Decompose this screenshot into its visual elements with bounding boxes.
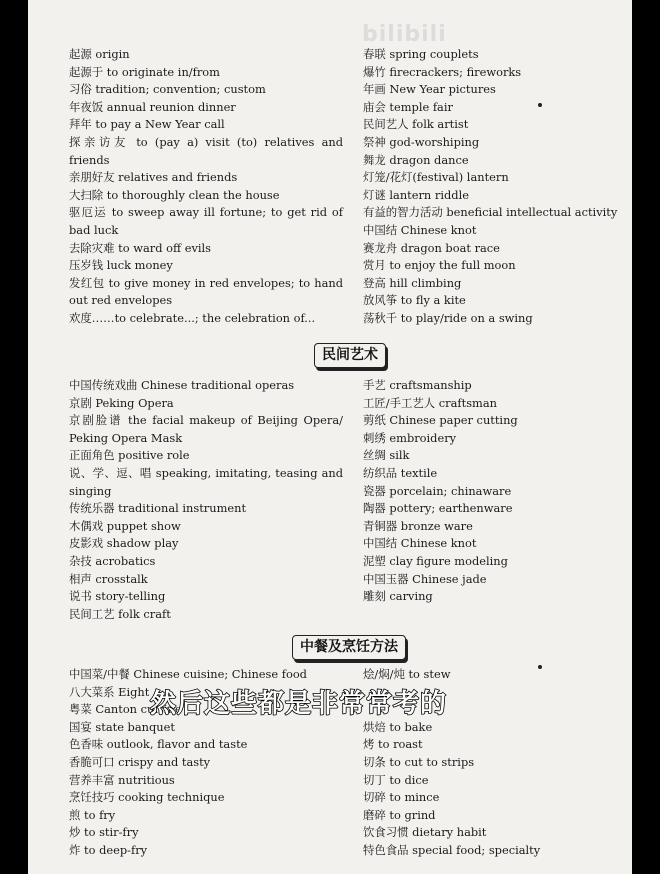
vocab-entry: friends bbox=[69, 152, 110, 167]
vocab-entry: 正面角色 positive role bbox=[69, 448, 190, 463]
vocab-entry: 切丁 to dice bbox=[363, 772, 429, 787]
vocab-entry: 青铜器 bronze ware bbox=[363, 518, 473, 533]
vocab-entry: 驱厄运 to sweep away ill fortune; to get rid of bbox=[69, 205, 343, 220]
vocab-entry: 中国传统戏曲 Chinese traditional operas bbox=[69, 378, 295, 392]
vocab-entry: 烤 to roast bbox=[363, 737, 423, 752]
vocab-entry: 放风筝 to fly a kite bbox=[363, 293, 466, 308]
vocab-entry: 荡秋千 to play/ride on a swing bbox=[363, 310, 533, 325]
vocab-entry: 粤菜 Canton cuisine bbox=[69, 702, 182, 717]
ink-speck bbox=[538, 103, 542, 107]
vocab-entry: 习俗 tradition; convention; custom bbox=[69, 82, 266, 97]
vocab-entry: 庙会 temple fair bbox=[363, 99, 453, 114]
vocab-entry: 香脆可口 crispy and tasty bbox=[69, 754, 211, 769]
vocab-entry: 祭神 god-worshiping bbox=[363, 134, 480, 149]
vocab-entry: 皮影戏 shadow play bbox=[69, 536, 179, 551]
vocab-entry: 煎 to fry bbox=[69, 807, 116, 822]
vocab-entry: 瓷器 porcelain; chinaware bbox=[363, 483, 512, 498]
vocab-entry: 刺绣 embroidery bbox=[363, 430, 457, 445]
vocab-entry: 赏月 to enjoy the full moon bbox=[363, 258, 516, 273]
vocab-entry: bad luck bbox=[69, 222, 119, 237]
vocab-entry: 欢度……to celebrate...; the celebration of... bbox=[69, 310, 316, 325]
vocab-entry: 手艺 craftsmanship bbox=[363, 378, 472, 392]
vocab-entry: 民间工艺 folk craft bbox=[69, 606, 171, 621]
vocab-entry: 登高 hill climbing bbox=[363, 275, 462, 290]
watermark: bilibili bbox=[362, 22, 447, 47]
folk-art-vocab-left bbox=[69, 377, 343, 623]
vocab-entry: 压岁钱 luck money bbox=[69, 258, 173, 273]
vocab-entry: 木偶戏 puppet show bbox=[69, 518, 181, 533]
vocab-entry: 说、学、逗、唱 speaking, imitating, teasing and bbox=[69, 465, 343, 480]
folk-art-vocab-right bbox=[363, 377, 613, 606]
vocab-entry: 国宴 state banquet bbox=[69, 719, 175, 734]
vocab-entry: 切碎 to mince bbox=[363, 790, 440, 805]
vocab-entry: 色香味 outlook, flavor and taste bbox=[69, 737, 248, 752]
vocab-entry: 发红包 to give money in red envelopes; to hand bbox=[69, 275, 343, 290]
vocab-entry: Peking Opera Mask bbox=[69, 430, 183, 445]
vocab-entry: 灯笼/花灯(festival) lantern bbox=[363, 170, 509, 185]
vocab-entry: 陶器 pottery; earthenware bbox=[363, 501, 513, 516]
vocab-entry: 相声 crosstalk bbox=[69, 571, 148, 586]
ink-speck bbox=[538, 665, 542, 669]
vocab-entry: 舞龙 dragon dance bbox=[363, 152, 469, 167]
vocab-entry: 中国玉器 Chinese jade bbox=[363, 571, 487, 586]
vocab-entry: 烩/焖/炖 to stew bbox=[363, 667, 451, 681]
vocab-entry: 春联 spring couplets bbox=[363, 47, 479, 61]
vocab-entry: 工匠/手工艺人 craftsman bbox=[363, 395, 497, 410]
vocab-entry: 炒 to stir-fry bbox=[69, 825, 139, 840]
vocab-entry: 年画 New Year pictures bbox=[363, 82, 496, 97]
vocab-entry: 磨碎 to grind bbox=[363, 807, 436, 822]
vocab-entry: 京剧脸谱 the facial makeup of Beijing Opera/ bbox=[69, 413, 343, 428]
vocab-entry: 探亲访友 to (pay a) visit (to) relatives and bbox=[69, 134, 343, 149]
vocab-entry: 拜年 to pay a New Year call bbox=[69, 117, 225, 132]
vocab-entry: 剪纸 Chinese paper cutting bbox=[363, 413, 518, 428]
vocab-entry: 有益的智力活动 beneficial intellectual activity bbox=[363, 205, 618, 220]
vocab-entry: 杂技 acrobatics bbox=[69, 553, 156, 568]
vocab-entry: 起源 origin bbox=[69, 47, 130, 61]
vocab-entry: 中国结 Chinese knot bbox=[363, 536, 477, 551]
vocab-entry: 饮食习惯 dietary habit bbox=[363, 825, 487, 840]
vocab-entry: 民间艺人 folk artist bbox=[363, 117, 469, 132]
vocab-entry: 亲朋好友 relatives and friends bbox=[69, 170, 238, 185]
vocab-entry: 烹饪技巧 cooking technique bbox=[69, 790, 225, 805]
vocab-entry: 中国菜/中餐 Chinese cuisine; Chinese food bbox=[69, 667, 307, 681]
vocab-entry: 泥塑 clay figure modeling bbox=[363, 553, 508, 568]
vocab-entry: 烘焙 to bake bbox=[363, 719, 433, 734]
vocab-entry: 纺织品 textile bbox=[363, 465, 438, 480]
vocab-entry: 年夜饭 annual reunion dinner bbox=[69, 99, 236, 114]
festival-vocab-left bbox=[69, 46, 343, 328]
vocab-entry: 切条 to cut to strips bbox=[363, 754, 475, 769]
vocab-entry: 说书 story-telling bbox=[69, 589, 166, 604]
vocab-entry: 赛龙舟 dragon boat race bbox=[363, 240, 500, 255]
vocab-entry: 京剧 Peking Opera bbox=[69, 395, 174, 410]
vocab-entry: 特色食品 special food; specialty bbox=[363, 842, 541, 857]
vocab-entry: 爆竹 firecrackers; fireworks bbox=[363, 64, 522, 79]
vocab-entry: 炸 to deep-fry bbox=[69, 842, 148, 857]
vocab-entry: 传统乐器 traditional instrument bbox=[69, 501, 247, 516]
vocab-entry: 灯谜 lantern riddle bbox=[363, 187, 469, 202]
vocab-entry: 中国结 Chinese knot bbox=[363, 222, 477, 237]
vocab-entry: 八大菜系 Eight bbox=[69, 684, 150, 699]
folk-art-heading: 民间艺术 bbox=[314, 343, 386, 368]
vocab-entry: 起源于 to originate in/from bbox=[69, 64, 220, 79]
festival-vocab-right bbox=[363, 46, 618, 328]
vocab-entry: 去除灾难 to ward off evils bbox=[69, 240, 212, 255]
cuisine-heading: 中餐及烹饪方法 bbox=[292, 635, 406, 660]
vocab-entry: out red envelopes bbox=[69, 293, 173, 308]
vocab-entry: 大扫除 to thoroughly clean the house bbox=[69, 187, 280, 202]
vocab-entry: 雕刻 carving bbox=[363, 589, 433, 604]
vocab-entry: 丝绸 silk bbox=[363, 448, 410, 463]
video-subtitle: 然后这些都是非常常考的 bbox=[150, 689, 448, 719]
vocab-entry: singing bbox=[69, 483, 112, 498]
vocab-entry: 营养丰富 nutritious bbox=[69, 772, 175, 787]
